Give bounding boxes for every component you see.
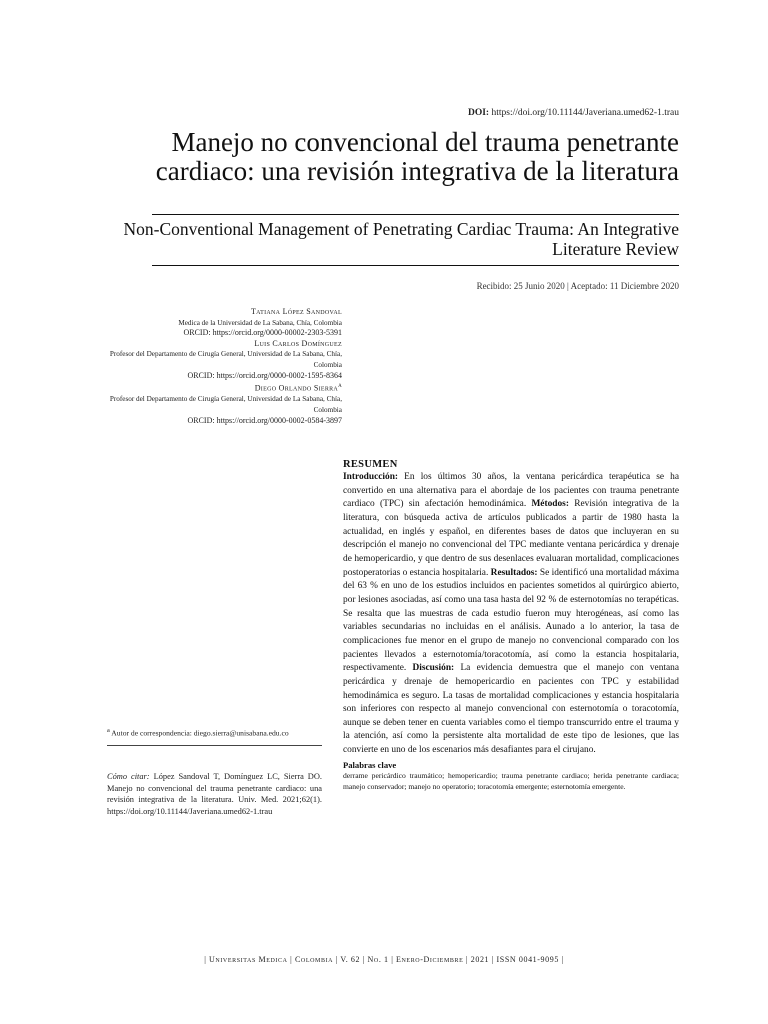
results-text: Se identificó una mortalidad máxima del 63 % en uno de los estudios incluidos en pacientes sometidos al quirúrgico abierto, por lesiones asociadas, así como una tasa hasta del 92 % de esternotomías no terapéticas. Se resalta que las muestras de cada estudio fueron muy hterogéneas, así como las variables secundarias no incluidas en el análisis. Aunado a lo anterior, la tasa de complicaciones fue menor en el grupo de manejo no convencional comparado con los pacientes llevados a esternotomía/toracotomía, así como la estancia hospitalaria, respectivamente.	[343, 567, 680, 674]
methods-label: Métodos:	[531, 499, 569, 510]
discussion-text: La evidencia demuestra que el manejo con ventana pericárdica y drenaje de hemopericardio en pacientes con TPC y estabilidad hemodinámica es seguro. La tasas de mortalidad complicaciones y estancia hospitalaria son inferiores con respecto al manejo convencional con esternotomía o toracotomía, aunque se deben tener en cuenta variables como el tiempo transcurrido entre el trauma y la atención, así como la persistente alta mortalidad de este tipo de lesiones, que las convierte en uno de los escenarios más desafiantes para el cirujano.	[343, 663, 680, 756]
doi-label: DOI:	[467, 108, 490, 118]
abstract-body	[343, 471, 679, 758]
keywords-heading: Palabras clave	[343, 759, 397, 770]
author-orcid[interactable]: ORCID: https://orcid.org/0000-0002-1595-8364	[187, 370, 342, 380]
methods-text: Revisión integrativa de la literatura, con búsqueda activa de artículos publicados a partir de 1980 hasta la actualidad, en inglés y español, en diferentes bases de datos que incluyeran en su descripción el manejo no convencional del TPC mediante ventana pericárdica y drenaje de hemopericardio, y que dentro de sus desenlaces evaluaran mortalidad, complicaciones postoperatorias o estancia hospitalaria.	[343, 499, 680, 578]
correspondence-text: Autor de correspondencia: diego.sierra@unisabana.edu.co	[111, 728, 289, 738]
received-accepted-dates: Recibido: 25 Junio 2020 | Aceptado: 11 Diciembre 2020	[476, 281, 679, 291]
author-name: Luis Carlos Domínguez	[254, 338, 342, 348]
author-entry	[90, 307, 342, 339]
author-superscript: a	[338, 382, 342, 390]
author-entry	[90, 381, 342, 426]
article-title-spanish: Manejo no convencional del trauma penetrante cardiaco: una revisión integrativa de la literatura	[155, 127, 679, 186]
correspondence-superscript: a	[107, 727, 110, 734]
title-rule-top	[152, 214, 679, 215]
author-orcid[interactable]: ORCID: https://orcid.org/0000-00002-2303-5391	[183, 328, 342, 338]
author-affiliation: Profesor del Departamento de Cirugía General, Universidad de La Sabana, Chía, Colombia	[109, 395, 342, 414]
author-name: Tatiana López Sandoval	[250, 307, 342, 316]
abstract-section	[343, 459, 679, 792]
citation-text: López Sandoval T, Domínguez LC, Sierra DO. Manejo no convencional del trauma penetrante cardiaco: una revisión integrativa de la literatura. Univ. Med. 2021;62(1). https://doi.org/10.11144/Javeriana.umed62-1.trau	[107, 772, 323, 816]
citation-label: Cómo citar:	[107, 772, 150, 781]
title-rule-bottom	[152, 265, 679, 266]
results-label: Resultados:	[490, 567, 538, 578]
journal-footer: | Universitas Medica | Colombia | V. 62 | No. 1 | Enero-Diciembre | 2021 | ISSN 0041-9095 |	[204, 955, 564, 964]
intro-label: Introducción:	[343, 472, 399, 482]
doi-line	[468, 108, 679, 118]
author-entry	[90, 339, 342, 381]
abstract-heading: RESUMEN	[343, 459, 398, 470]
article-title-english: Non-Conventional Management of Penetrating Cardiac Trauma: An Integrative Literature Review	[123, 219, 679, 259]
correspondence-note	[107, 727, 322, 746]
keywords-text: derrame pericárdico traumático; hemopericardio; trauma penetrante cardiaco; herida penetrante cardiaca; manejo conservador; manejo no operatorio; toracotomía emergente; esternotomía emergente.	[343, 770, 679, 791]
doi-link[interactable]: https://doi.org/10.11144/Javeriana.umed62-1.trau	[491, 108, 679, 118]
author-affiliation: Profesor del Departamento de Cirugía General, Universidad de La Sabana, Chía, Colombia	[109, 350, 342, 369]
citation-block	[107, 771, 322, 817]
author-affiliation: Medica de la Universidad de La Sabana, Chía, Colombia	[178, 318, 342, 327]
author-block	[90, 307, 342, 426]
discussion-label: Discusión:	[412, 663, 455, 674]
author-name: Diego Orlando Sierra	[254, 383, 339, 393]
author-name-line	[90, 381, 342, 394]
intro-text: En los últimos 30 años, la ventana pericárdica terapéutica se ha convertido en una alternativa para el abordaje de los pacientes con trauma penetrante cardiaco (TPC) sin afectación hemodinámica.	[343, 472, 680, 510]
author-orcid[interactable]: ORCID: https://orcid.org/0000-0002-0584-3897	[187, 415, 342, 425]
